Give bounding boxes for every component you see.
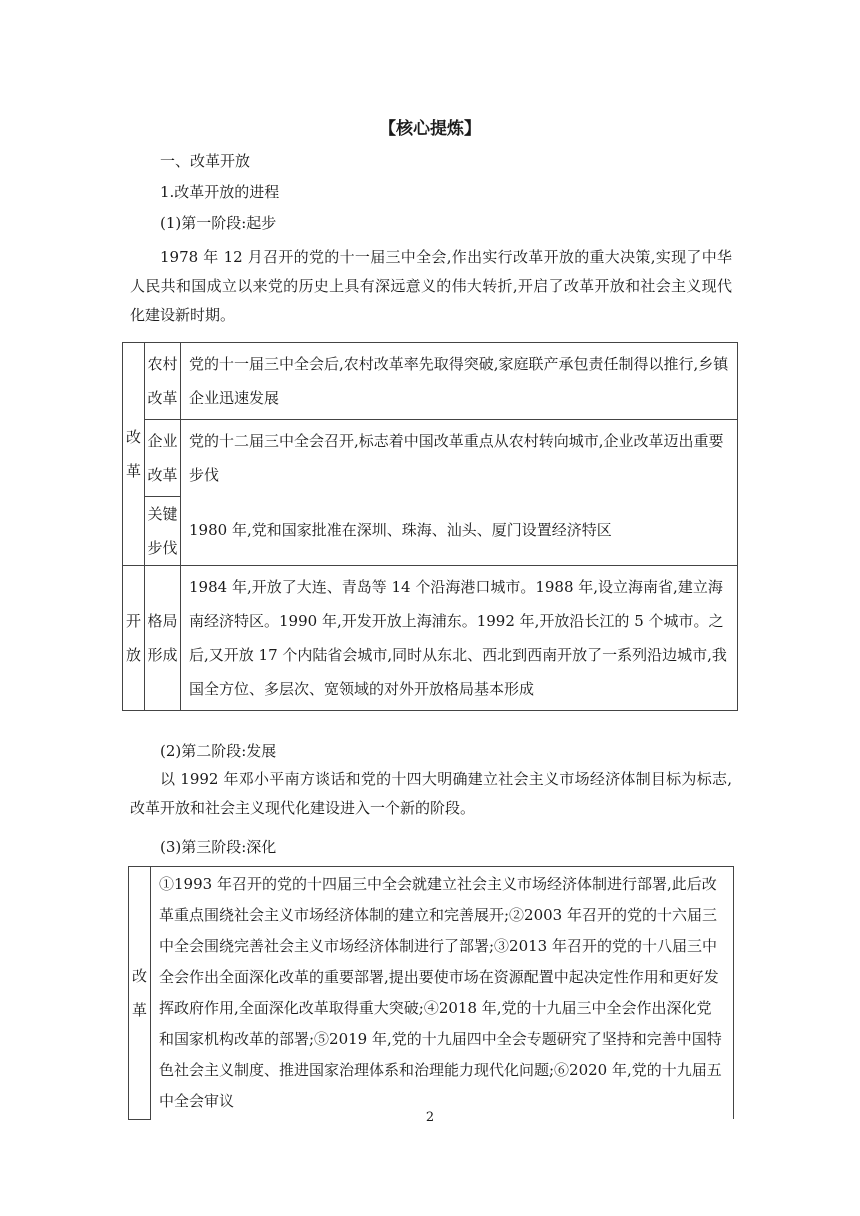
- group-label-reform: 改 革: [123, 343, 145, 566]
- row-content: 党的十一届三中全会后,农村改革率先取得突破,家庭联产承包责任制得以推行,乡镇企业迅速发展: [181, 343, 738, 420]
- row-content: 1980 年,党和国家批准在深圳、珠海、汕头、厦门设置经济特区: [181, 496, 738, 565]
- deepening-reform-table: [128, 866, 734, 1120]
- stage1-title: (1)第一阶段:起步: [160, 214, 277, 232]
- page-heading: 【核心提炼】: [379, 119, 481, 139]
- stage1-paragraph: 1978 年 12 月召开的党的十一届三中全会,作出实行改革开放的重大决策,实现了中华人民共和国成立以来党的历史上具有深远意义的伟大转折,开启了改革开放和社会主义现代化建设新时期。: [130, 248, 732, 324]
- row-label: 格局 形成: [145, 565, 181, 710]
- page-number: 2: [425, 1110, 435, 1125]
- row-label: 农村 改革: [145, 343, 181, 420]
- row-label: 改 革: [129, 867, 151, 1120]
- row-content: 党的十二届三中全会召开,标志着中国改革重点从农村转向城市,企业改革迈出重要步伐: [181, 420, 738, 497]
- group-label-open: 开 放: [123, 565, 145, 710]
- table-row: [123, 565, 738, 710]
- subsection-title: 1.改革开放的进程: [160, 183, 280, 201]
- row-label: 关键 步伐: [145, 496, 181, 565]
- row-content: 1984 年,开放了大连、青岛等 14 个沿海港口城市。1988 年,设立海南省,建立海南经济特区。1990 年,开发开放上海浦东。1992 年,开放沿长江的 5 个城市。之后,又开放 17 个内陆省会城市,同时从东北、西北到西南开放了一系列沿边城市,我国全方位、多层次、宽领域的对外开放格局基本形成: [181, 565, 738, 710]
- table-row: [123, 343, 738, 420]
- table-row: [129, 867, 734, 1120]
- table-row: [123, 496, 738, 565]
- stage2-title: (2)第二阶段:发展: [160, 742, 277, 760]
- stage2-paragraph: 以 1992 年邓小平南方谈话和党的十四大明确建立社会主义市场经济体制目标为标志,改革开放和社会主义现代化建设进入一个新的阶段。: [130, 770, 732, 817]
- row-content: ①1993 年召开的党的十四届三中全会就建立社会主义市场经济体制进行部署,此后改革重点围绕社会主义市场经济体制的建立和完善展开;②2003 年召开的党的十六届三中全会围绕完善社会主义市场经济体制进行了部署;③2013 年召开的党的十八届三中全会作出全面深化改革的重要部署,提出要使市场在资源配置中起决定性作用和更好发挥政府作用,全面深化改革取得重大突破;④2018 年,党的十九届三中全会作出深化党和国家机构改革的部署;⑤2019 年,党的十九届四中全会专题研究了坚持和完善中国特色社会主义制度、推进国家治理体系和治理能力现代化问题;⑥2020 年,党的十九届五中全会审议: [151, 867, 734, 1120]
- table-row: [123, 420, 738, 497]
- section-title: 一、改革开放: [160, 152, 251, 170]
- reform-opening-table: [122, 342, 738, 711]
- row-label: 企业 改革: [145, 420, 181, 497]
- stage3-title: (3)第三阶段:深化: [160, 838, 277, 856]
